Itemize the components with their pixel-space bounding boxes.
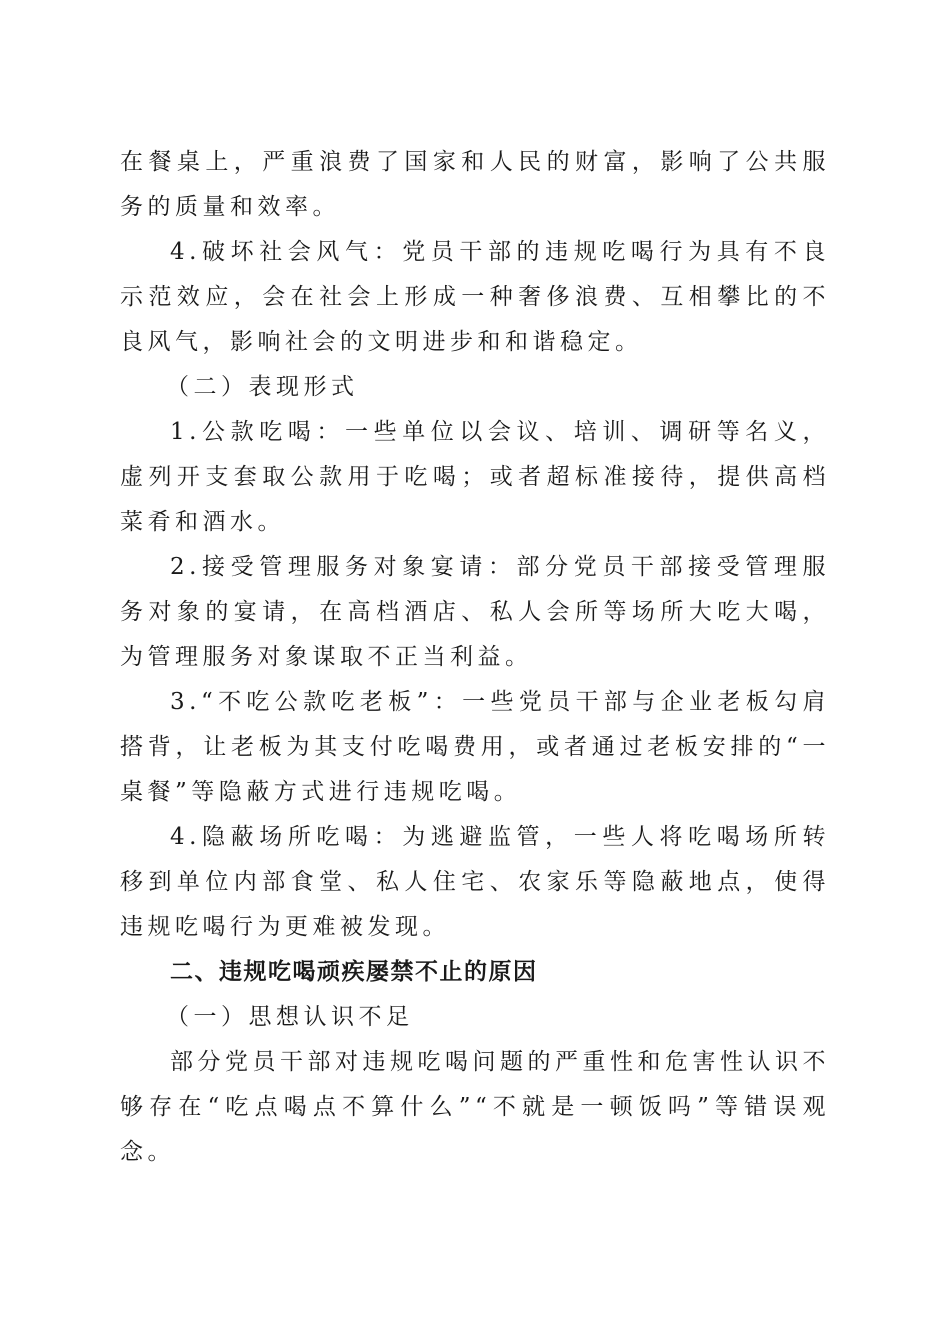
paragraph-hidden-venues: 4.隐蔽场所吃喝：为逃避监管，一些人将吃喝场所转移到单位内部食堂、私人住宅、农家乐等隐蔽地点，使得违规吃喝行为更难被发现。 <box>120 824 830 940</box>
section-heading-manifestations: （二）表现形式 <box>166 374 359 400</box>
chapter-heading-causes: 二、违规吃喝顽疾屡禁不止的原因 <box>170 959 538 985</box>
paragraph-accepting-banquets: 2.接受管理服务对象宴请：部分党员干部接受管理服务对象的宴请，在高档酒店、私人会所等场所大吃大喝，为管理服务对象谋取不正当利益。 <box>120 554 830 670</box>
paragraph-public-funds-dining: 1.公款吃喝：一些单位以会议、培训、调研等名义，虚列开支套取公款用于吃喝；或者超标准接待，提供高档菜肴和酒水。 <box>120 419 830 535</box>
section-heading-insufficient-awareness: （一）思想认识不足 <box>166 1004 414 1030</box>
paragraph-awareness: 部分党员干部对违规吃喝问题的严重性和危害性认识不够存在“吃点喝点不算什么”“不就是一顿饭吗”等错误观念。 <box>120 1049 830 1165</box>
paragraph-waste-continued: 在餐桌上，严重浪费了国家和人民的财富，影响了公共服务的质量和效率。 <box>120 149 830 220</box>
paragraph-social-atmosphere: 4.破坏社会风气：党员干部的违规吃喝行为具有不良示范效应，会在社会上形成一种奢侈浪费、互相攀比的不良风气，影响社会的文明进步和和谐稳定。 <box>120 239 830 355</box>
document-page <box>120 140 830 1175</box>
paragraph-boss-pays: 3.“不吃公款吃老板”：一些党员干部与企业老板勾肩搭背，让老板为其支付吃喝费用，或者通过老板安排的“一桌餐”等隐蔽方式进行违规吃喝。 <box>120 689 830 805</box>
